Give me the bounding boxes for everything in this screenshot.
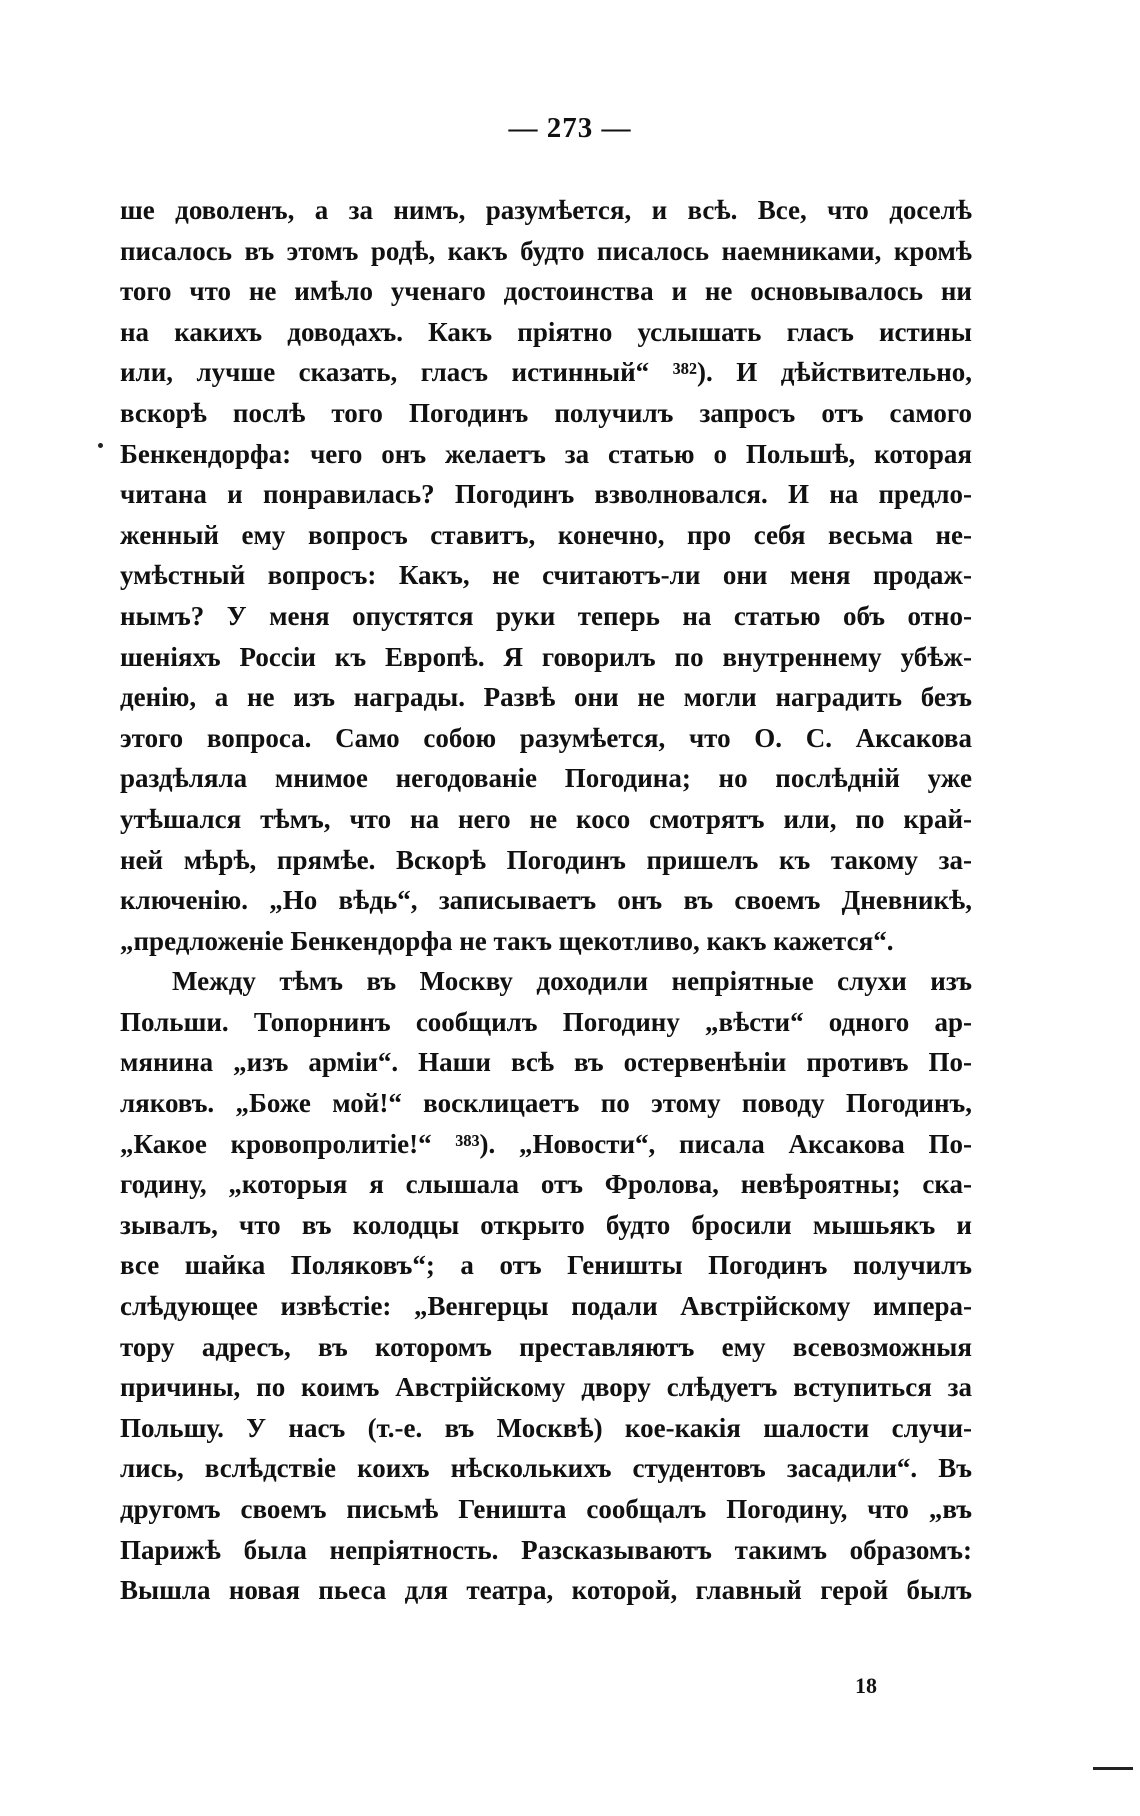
body-text	[120, 190, 972, 1611]
page-number: — 273 —	[508, 112, 632, 144]
text-line: писалось въ этомъ родѣ, какъ будто писалось наемниками, кромѣ	[120, 235, 972, 266]
text-line: ней мѣрѣ, прямѣе. Вскорѣ Погодинъ пришелъ къ такому за-	[120, 844, 972, 875]
text-line: зывалъ, что въ колодцы открыто будто бросили мышьякъ и	[120, 1209, 972, 1240]
text-line: слѣдующее извѣстіе: „Венгерцы подали Австрійскому импера-	[120, 1291, 972, 1322]
text-line: „предложеніе Бенкендорфа не такъ щекотливо, какъ кажется“.	[120, 925, 894, 956]
text-line: ключенію. „Но вѣдь“, записываетъ онъ въ своемъ Дневникѣ,	[120, 885, 972, 916]
text-line: Бенкендорфа: чего онъ желаетъ за статью о Польшѣ, которая	[120, 438, 972, 469]
text-line: Польши. Топорнинъ сообщилъ Погодину „вѣсти“ одного ар-	[120, 1006, 972, 1037]
text-line: денію, а не изъ награды. Развѣ они не могли наградить безъ	[120, 682, 972, 713]
text-line: причины, по коимъ Австрійскому двору слѣдуетъ вступиться за	[120, 1372, 972, 1403]
text-line: тору адресъ, въ которомъ преставляютъ ему всевозможныя	[120, 1331, 972, 1362]
text-line: шеніяхъ Россіи къ Европѣ. Я говорилъ по внутреннему убѣж-	[120, 641, 972, 672]
text-line: этого вопроса. Само собою разумѣется, что О. С. Аксакова	[120, 722, 972, 753]
text-line: утѣшался тѣмъ, что на него не косо смотрятъ или, по край-	[120, 803, 972, 834]
text-line: Польшу. У насъ (т.-е. въ Москвѣ) кое-какія шалости случи-	[120, 1412, 972, 1443]
text-line: другомъ своемъ письмѣ Геништа сообщалъ Погодину, что „въ	[120, 1494, 972, 1524]
text-line: нымъ? У меня опустятся руки теперь на статью объ отно-	[120, 600, 972, 631]
corner-rule	[1093, 1767, 1133, 1770]
text-line: Вышла новая пьеса для театра, которой, главный герой былъ	[120, 1575, 972, 1606]
text-line: раздѣляла мнимое негодованіе Погодина; но послѣдній уже	[120, 763, 972, 794]
text-line: „Какое кровопролитіе!“ ³⁸³). „Новости“, писала Аксакова По-	[120, 1128, 972, 1159]
text-line: мянина „изъ арміи“. Наши всѣ въ остервенѣніи противъ По-	[120, 1047, 972, 1078]
text-line: ляковъ. „Боже мой!“ восклицаетъ по этому поводу Погодинъ,	[120, 1088, 972, 1119]
text-line: Парижѣ была непріятность. Разсказываютъ такимъ образомъ:	[120, 1534, 972, 1565]
text-line: Между тѣмъ въ Москву доходили непріятные слухи изъ	[172, 966, 972, 997]
text-line: того что не имѣло ученаго достоинства и не основывалось ни	[120, 276, 972, 307]
text-line: лись, вслѣдствіе коихъ нѣсколькихъ студентовъ засадили“. Въ	[120, 1453, 972, 1484]
text-line: все шайка Поляковъ“; а отъ Геништы Погодинъ получилъ	[120, 1250, 972, 1281]
text-line: умѣстный вопросъ: Какъ, не считаютъ-ли они меня продаж-	[120, 560, 972, 591]
text-line: годину, „которыя я слышала отъ Фролова, невѣроятны; ска-	[120, 1169, 972, 1200]
text-line: вскорѣ послѣ того Погодинъ получилъ запросъ отъ самого	[120, 397, 972, 428]
text-line: женный ему вопросъ ставитъ, конечно, про себя весьма не-	[120, 519, 972, 550]
text-line: или, лучше сказать, гласъ истинный“ ³⁸²). И дѣйствительно,	[120, 357, 972, 388]
text-line: ше доволенъ, а за нимъ, разумѣется, и всѣ. Все, что доселѣ	[120, 195, 972, 225]
signature-mark: 18	[855, 1673, 877, 1698]
text-line: читана и понравилась? Погодинъ взволновался. И на предло-	[120, 479, 972, 510]
text-line: на какихъ доводахъ. Какъ пріятно услышать гласъ истины	[120, 316, 972, 347]
margin-dot	[98, 443, 103, 448]
